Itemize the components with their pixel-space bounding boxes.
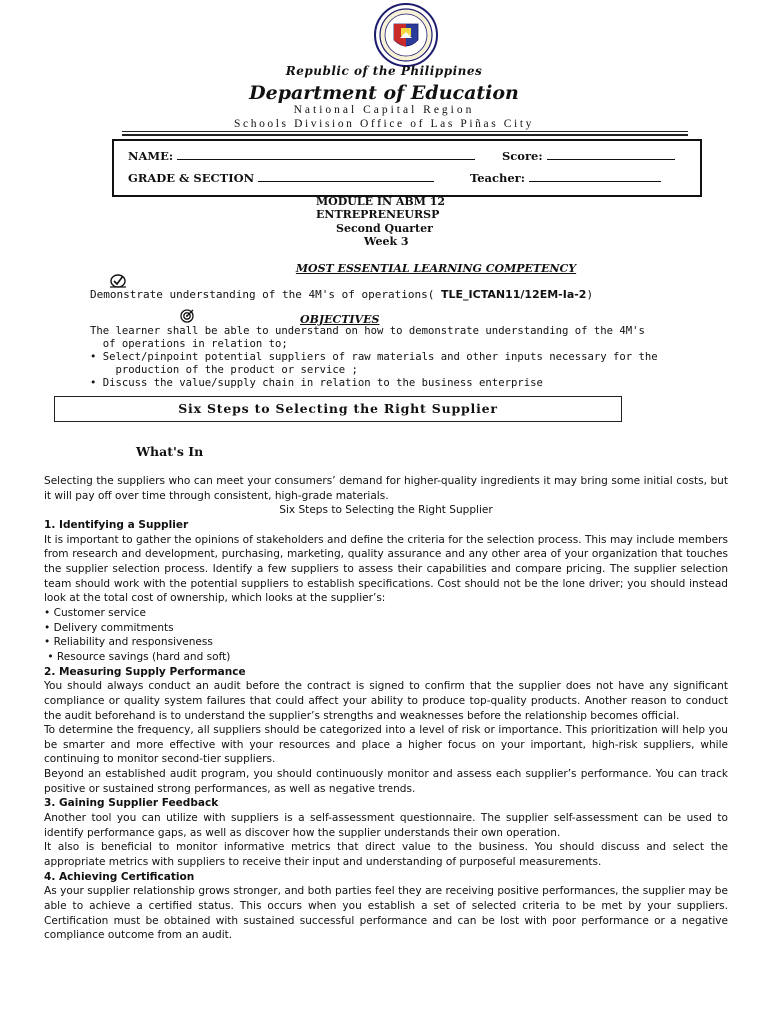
deped-seal	[370, 2, 442, 68]
objective-line: production of the product or service ;	[90, 364, 358, 376]
grade-section-line[interactable]	[258, 171, 434, 182]
module-line2: ENTREPRENEURSP	[316, 208, 440, 221]
list-item: • Reliability and responsiveness	[44, 636, 213, 649]
list-item: • Delivery commitments	[44, 621, 174, 634]
objective-line: • Select/pinpoint potential suppliers of raw materials and other inputs necessary for the	[90, 351, 658, 363]
department-heading: Department of Education	[249, 82, 519, 104]
objective-line: The learner shall be able to understand on how to demonstrate understanding of the 4M's	[90, 325, 645, 337]
step2-paragraph: To determine the frequency, all suppliers should be categorized into a level of risk or importance. This prioritization will help you be smarter and more effective with your resources and place a higher focus on your important, high-risk suppliers, while continuing to monitor second-tier suppliers.	[44, 724, 728, 766]
melc-text: Demonstrate understanding of the 4M's of operations( TLE_ICTAN11/12EM-Ia-2)	[90, 288, 594, 301]
step2-paragraph: You should always conduct an audit before the contract is signed to confirm that the supplier does not have any significant compliance or quality system failures that could affect your ability to produce top-quality products. Another reason to conduct the audit beforehand is to understand the supplier’s strengths and weaknesses before the relationship becomes official.	[44, 680, 728, 722]
objective-line: of operations in relation to;	[90, 338, 288, 350]
header-rule-thick	[122, 134, 688, 136]
step3-paragraph: Another tool you can utilize with suppliers is a self-assessment questionnaire. The supplier self-assessment can be used to identify performance gaps, as well as discover how the supplier understands their own operation.	[44, 812, 728, 839]
step3-heading: 3. Gaining Supplier Feedback	[44, 797, 219, 810]
grade-section-label: GRADE & SECTION	[128, 171, 255, 185]
list-item: • Customer service	[44, 606, 146, 619]
name-field[interactable]	[128, 149, 475, 163]
objective-line: • Discuss the value/supply chain in relation to the business enterprise	[90, 377, 543, 389]
step4-heading: 4. Achieving Certification	[44, 870, 195, 883]
grade-section-field[interactable]	[128, 171, 434, 185]
step3-paragraph: It also is beneficial to monitor informative metrics that direct value to the business. You should discuss and select the appropriate metrics with suppliers to receive their input and understanding of purposeful measurements.	[44, 841, 728, 869]
step1-heading: 1. Identifying a Supplier	[44, 518, 189, 531]
objectives-title: OBJECTIVES	[300, 313, 380, 326]
step1-paragraph: It is important to gather the opinions of stakeholders and define the criteria for the selection process. This may include members from research and development, purchasing, marketing, quality assurance and any other area of your organization that touches the supplier selection process. Identify a few suppliers to assess their capabilities and compare pricing. The supplier selection team should work with the potential suppliers to establish specifications. Cost should not be the lone driver; you should instead look at the total cost of ownership, which looks at the supplier’s:	[44, 533, 728, 605]
score-line[interactable]	[547, 149, 675, 160]
melc-title: MOST ESSENTIAL LEARNING COMPETENCY	[295, 262, 577, 275]
step2-paragraph: Beyond an established audit program, you should continuously monitor and assess each supplier’s performance. You can track positive or sustained strong performances, as well as negative trends.	[44, 768, 728, 795]
module-line4: Week 3	[364, 235, 409, 248]
intro-paragraph: Selecting the suppliers who can meet your consumers’ demand for higher-quality ingredients it may bring some initial costs, but it will pay off over time through consistent, high-grade materials.	[44, 475, 728, 502]
step2-heading: 2. Measuring Supply Performance	[44, 665, 246, 678]
name-line[interactable]	[177, 149, 475, 160]
republic-heading: Republic of the Philippines	[285, 64, 483, 78]
module-line1: MODULE IN ABM 12	[316, 195, 446, 208]
division-heading: Schools Division Office of Las Piñas City	[234, 118, 534, 130]
section-title-box: Six Steps to Selecting the Right Supplier	[54, 396, 622, 422]
name-label: NAME:	[128, 149, 174, 163]
score-label: Score:	[502, 149, 543, 163]
region-heading: National Capital Region	[293, 104, 475, 116]
student-info-box	[112, 139, 702, 197]
teacher-field[interactable]	[470, 171, 661, 185]
whats-in-heading: What's In	[136, 444, 204, 459]
teacher-line[interactable]	[529, 171, 661, 182]
score-field[interactable]	[502, 149, 675, 163]
melc-code: TLE_ICTAN11/12EM-Ia-2	[441, 288, 587, 301]
module-line3: Second Quarter	[336, 222, 433, 235]
content-subtitle: Six Steps to Selecting the Right Supplier	[279, 504, 493, 517]
header-rule	[122, 131, 688, 132]
step4-paragraph: As your supplier relationship grows stronger, and both parties feel they are receiving positive performances, the supplier may be able to achieve a certified status. This occurs when you establish a set of selected criteria to be met by your suppliers. Certification must be obtained with sustained successful performance and can be lost with poor performance or a negative compliance outcome from an audit.	[44, 885, 728, 942]
body-content	[44, 474, 728, 943]
teacher-label: Teacher:	[470, 171, 525, 185]
list-item: • Resource savings (hard and soft)	[44, 650, 231, 663]
